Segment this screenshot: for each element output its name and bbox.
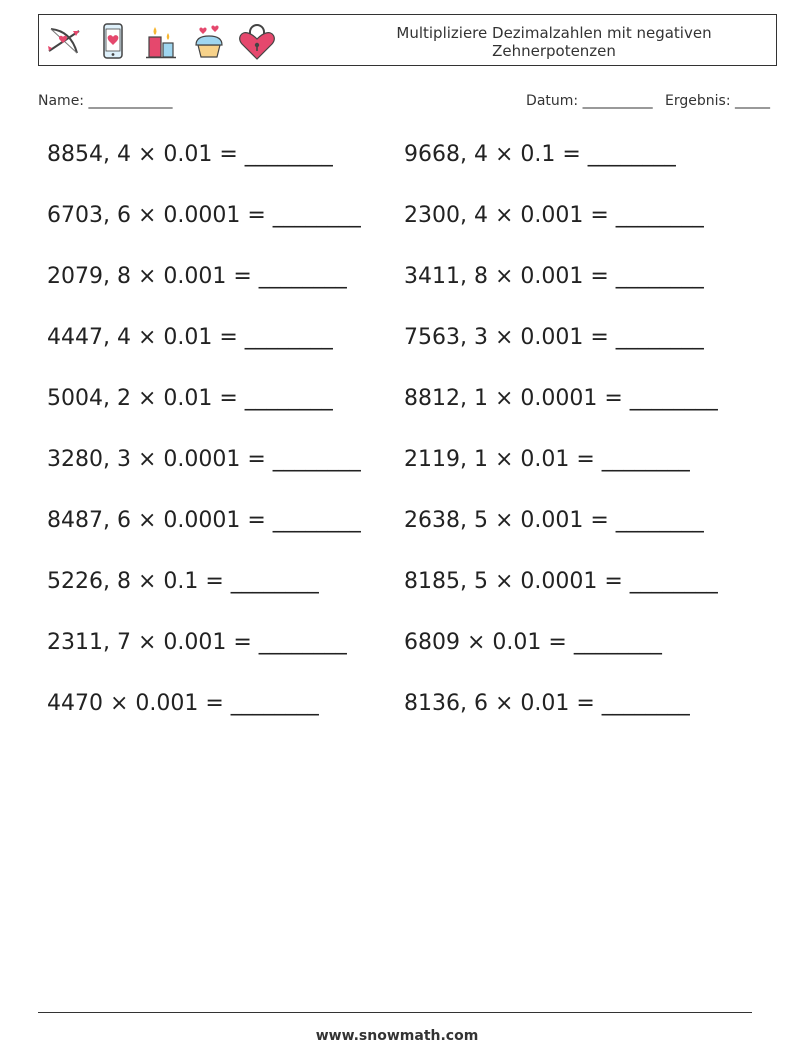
result-field: Ergebnis: _____ bbox=[665, 93, 770, 109]
title-line-2: Zehnerpotenzen bbox=[492, 42, 616, 60]
cupcake-icon bbox=[189, 21, 229, 61]
candles-icon bbox=[141, 21, 181, 61]
problem: 2079, 8 × 0.001 = ________ bbox=[47, 264, 347, 289]
name-field: Name: ____________ bbox=[38, 93, 173, 109]
problem: 8812, 1 × 0.0001 = ________ bbox=[404, 386, 718, 411]
header-icons bbox=[45, 19, 277, 63]
problem-grid bbox=[47, 140, 767, 750]
problem: 8185, 5 × 0.0001 = ________ bbox=[404, 569, 718, 594]
problem: 3280, 3 × 0.0001 = ________ bbox=[47, 447, 361, 472]
problem: 8854, 4 × 0.01 = ________ bbox=[47, 142, 333, 167]
problem-row bbox=[47, 140, 767, 201]
problem-row bbox=[47, 445, 767, 506]
problem: 5004, 2 × 0.01 = ________ bbox=[47, 386, 333, 411]
title-line-1: Multipliziere Dezimalzahlen mit negativen bbox=[396, 24, 712, 42]
worksheet-header bbox=[38, 14, 777, 66]
problem-row bbox=[47, 262, 767, 323]
problem-row bbox=[47, 567, 767, 628]
footer-divider bbox=[38, 1012, 752, 1013]
problem-row bbox=[47, 506, 767, 567]
bow-arrow-icon bbox=[45, 21, 85, 61]
problem-row bbox=[47, 628, 767, 689]
problem: 5226, 8 × 0.1 = ________ bbox=[47, 569, 319, 594]
problem-row bbox=[47, 689, 767, 750]
problem: 8136, 6 × 0.01 = ________ bbox=[404, 691, 690, 716]
problem: 3411, 8 × 0.001 = ________ bbox=[404, 264, 704, 289]
problem: 6809 × 0.01 = ________ bbox=[404, 630, 662, 655]
worksheet-title bbox=[354, 24, 754, 60]
problem-row bbox=[47, 201, 767, 262]
problem: 2638, 5 × 0.001 = ________ bbox=[404, 508, 704, 533]
date-result-fields bbox=[518, 93, 770, 109]
problem: 2119, 1 × 0.01 = ________ bbox=[404, 447, 690, 472]
problem: 7563, 3 × 0.001 = ________ bbox=[404, 325, 704, 350]
problem: 9668, 4 × 0.1 = ________ bbox=[404, 142, 676, 167]
problem: 8487, 6 × 0.0001 = ________ bbox=[47, 508, 361, 533]
phone-heart-icon bbox=[93, 21, 133, 61]
problem: 4447, 4 × 0.01 = ________ bbox=[47, 325, 333, 350]
date-field: Datum: __________ bbox=[526, 93, 653, 109]
problem-row bbox=[47, 384, 767, 445]
problem: 4470 × 0.001 = ________ bbox=[47, 691, 319, 716]
heart-lock-icon bbox=[237, 21, 277, 61]
problem: 6703, 6 × 0.0001 = ________ bbox=[47, 203, 361, 228]
problem: 2300, 4 × 0.001 = ________ bbox=[404, 203, 704, 228]
problem-row bbox=[47, 323, 767, 384]
problem: 2311, 7 × 0.001 = ________ bbox=[47, 630, 347, 655]
footer-url[interactable]: www.snowmath.com bbox=[315, 1028, 479, 1044]
